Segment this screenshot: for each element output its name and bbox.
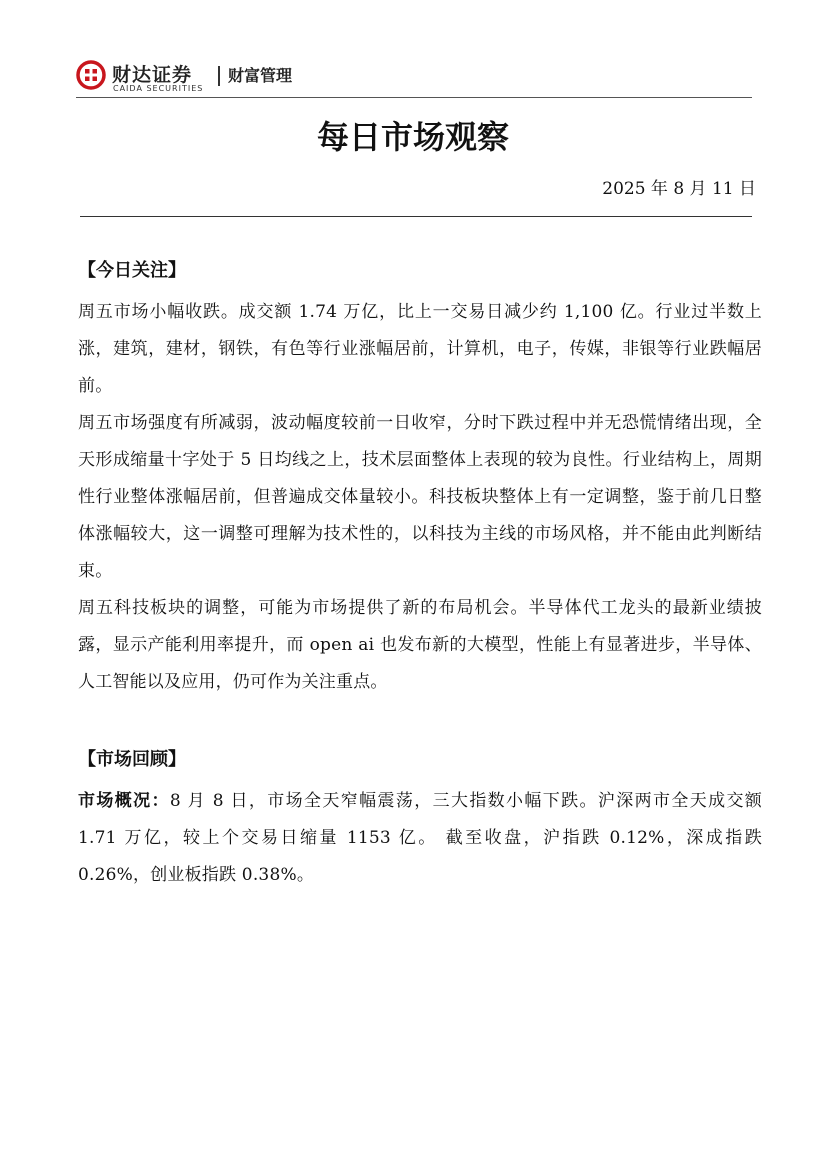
title-rule [80,216,752,217]
header-rule [76,97,752,98]
paragraph-text: 8 月 8 日，市场全天窄幅震荡，三大指数小幅下跌。沪深两市全天成交额 1.71 万亿，较上个交易日缩量 1153 亿。 截至收盘，沪指跌 0.12%，深成指跌 0.26%，创业板指跌 0.38%。 [78,791,763,885]
sub-brand: 财富管理 [228,66,293,85]
page-header [76,58,752,98]
paragraph-lead: 市场概况： [78,791,170,811]
brand-divider [218,66,220,86]
caida-logo-icon [76,60,106,90]
paragraph-market-overview [78,783,762,894]
document-body [78,253,762,894]
brand-name-en: CAIDA SECURITIES [113,84,204,93]
document-title: 每日市场观察 [316,118,509,156]
section-heading-today-focus: 【今日关注】 [78,260,186,281]
section-heading-market-review: 【市场回顾】 [78,749,186,770]
brand-name-cn: 财达证券 [112,64,193,86]
document-date: 2025 年 8 月 11 日 [602,179,756,199]
paragraph: 周五市场强度有所减弱，波动幅度较前一日收窄，分时下跌过程中并无恐慌情绪出现，全天形成缩量十字处于 5 日均线之上，技术层面整体上表现的较为良性。行业结构上，周期性行业整体涨幅居前，但普遍成交体量较小。科技板块整体上有一定调整，鉴于前几日整体涨幅较大，这一调整可理解为技术性的，以科技为主线的市场风格，并不能由此判断结束。 [78,413,762,581]
paragraph: 周五科技板块的调整，可能为市场提供了新的布局机会。半导体代工龙头的最新业绩披露，显示产能利用率提升，而 open ai 也发布新的大模型，性能上有显著进步，半导体、人工智能以及应用，仍可作为关注重点。 [78,598,762,692]
paragraph: 周五市场小幅收跌。成交额 1.74 万亿，比上一交易日减少约 1,100 亿。行业过半数上涨，建筑，建材，钢铁，有色等行业涨幅居前，计算机，电子，传媒，非银等行业跌幅居前。 [78,302,762,396]
